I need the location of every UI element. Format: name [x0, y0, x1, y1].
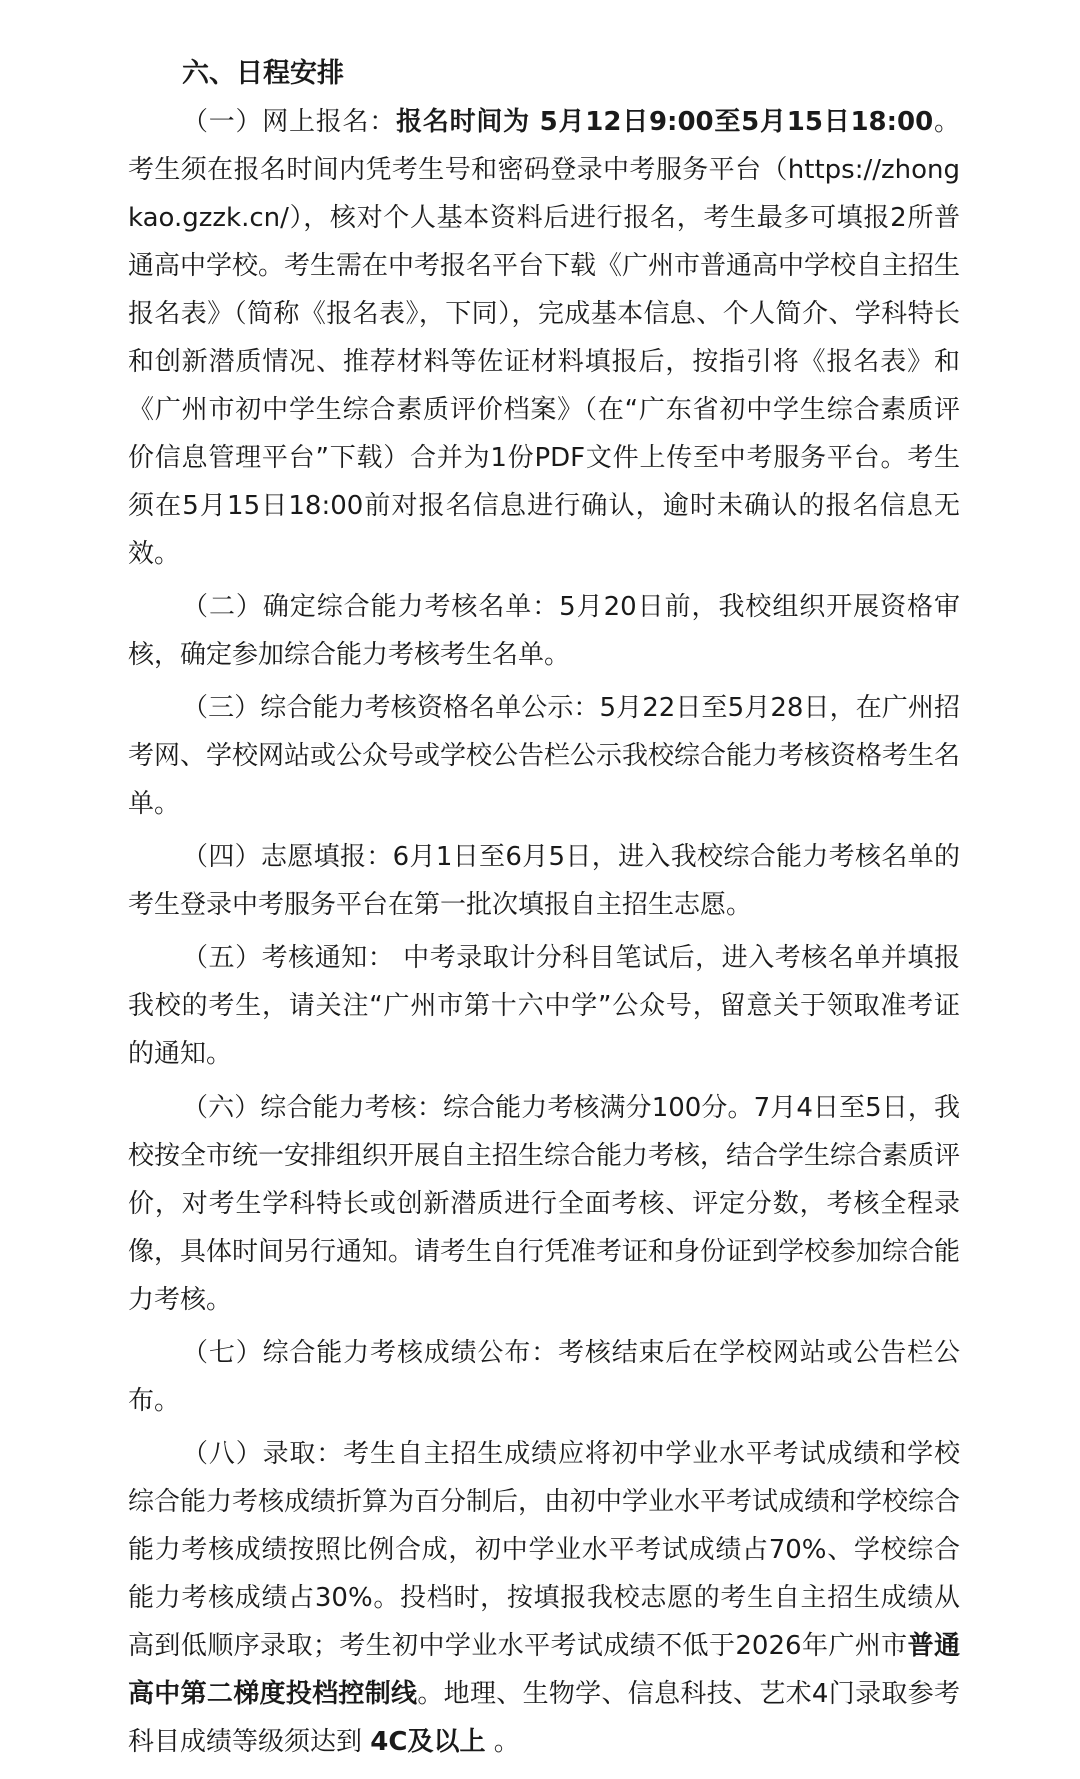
paragraph-confirm-list: （二）确定综合能力考核名单：5月20日前，我校组织开展资格审核，确定参加综合能力考核考生名单。: [128, 592, 960, 670]
paragraph-admission: [128, 1430, 960, 1766]
admission-grade-requirement: 4C及以上: [370, 1727, 486, 1757]
registration-time: 报名时间为 5月12日9:00至5月15日18:00: [396, 107, 934, 137]
paragraph-online-registration: [128, 98, 960, 578]
admission-subjects: 。地理、生物学、信息科技、艺术4门录取参考科目成绩等级须达到: [128, 1679, 960, 1757]
registration-details: 。考生须在报名时间内凭考生号和密码登录中考服务平台（https://zhongkao.gzzk.cn/），核对个人基本资料后进行报名，考生最多可填报2所普通高中学校。考生需在中考报名平台下载《广州市普通高中学校自主招生报名表》（简称《报名表》，下同），完成基本信息、个人简介、学科特长和创新潜质情况、推荐材料等佐证材料填报后，按指引将《报名表》和《广州市初中学生综合素质评价档案》（在“广东省初中学生综合素质评价信息管理平台”下载）合并为1份PDF文件上传至中考服务平台。考生须在5月15日18:00前对报名信息进行确认，逾时未确认的报名信息无效。: [128, 107, 961, 569]
paragraph-assessment-notice: （五）考核通知： 中考录取计分科目笔试后，进入考核名单并填报我校的考生，请关注“广州市第十六中学”公众号，留意关于领取准考证的通知。: [128, 943, 960, 1069]
paragraph-results-publication: （七）综合能力考核成绩公布：考核结束后在学校网站或公告栏公布。: [128, 1338, 960, 1416]
admission-control-line: 普通高中第二梯度投档控制线: [128, 1631, 960, 1709]
section-heading: 六、日程安排: [182, 58, 344, 89]
document-body: [128, 50, 960, 1766]
registration-label: （一）网上报名：: [182, 107, 397, 137]
paragraph-comprehensive-assessment: （六）综合能力考核：综合能力考核满分100分。7月4日至5日，我校按全市统一安排组织开展自主招生综合能力考核，结合学生综合素质评价，对考生学科特长或创新潜质进行全面考核、评定分数，考核全程录像，具体时间另行通知。请考生自行凭准考证和身份证到学校参加综合能力考核。: [128, 1093, 961, 1315]
admission-end: 。: [485, 1727, 520, 1757]
paragraph-list-publicity: （三）综合能力考核资格名单公示：5月22日至5月28日，在广州招考网、学校网站或公众号或学校公告栏公示我校综合能力考核资格考生名单。: [128, 693, 961, 819]
paragraph-application-filling: （四）志愿填报：6月1日至6月5日，进入我校综合能力考核名单的考生登录中考服务平台在第一批次填报自主招生志愿。: [128, 842, 960, 920]
admission-rules: （八）录取：考生自主招生成绩应将初中学业水平考试成绩和学校综合能力考核成绩折算为百分制后，由初中学业水平考试成绩和学校综合能力考核成绩按照比例合成，初中学业水平考试成绩占70%、学校综合能力考核成绩占30%。投档时，按填报我校志愿的考生自主招生成绩从高到低顺序录取；考生初中学业水平考试成绩不低于2026年广州市: [128, 1439, 961, 1661]
